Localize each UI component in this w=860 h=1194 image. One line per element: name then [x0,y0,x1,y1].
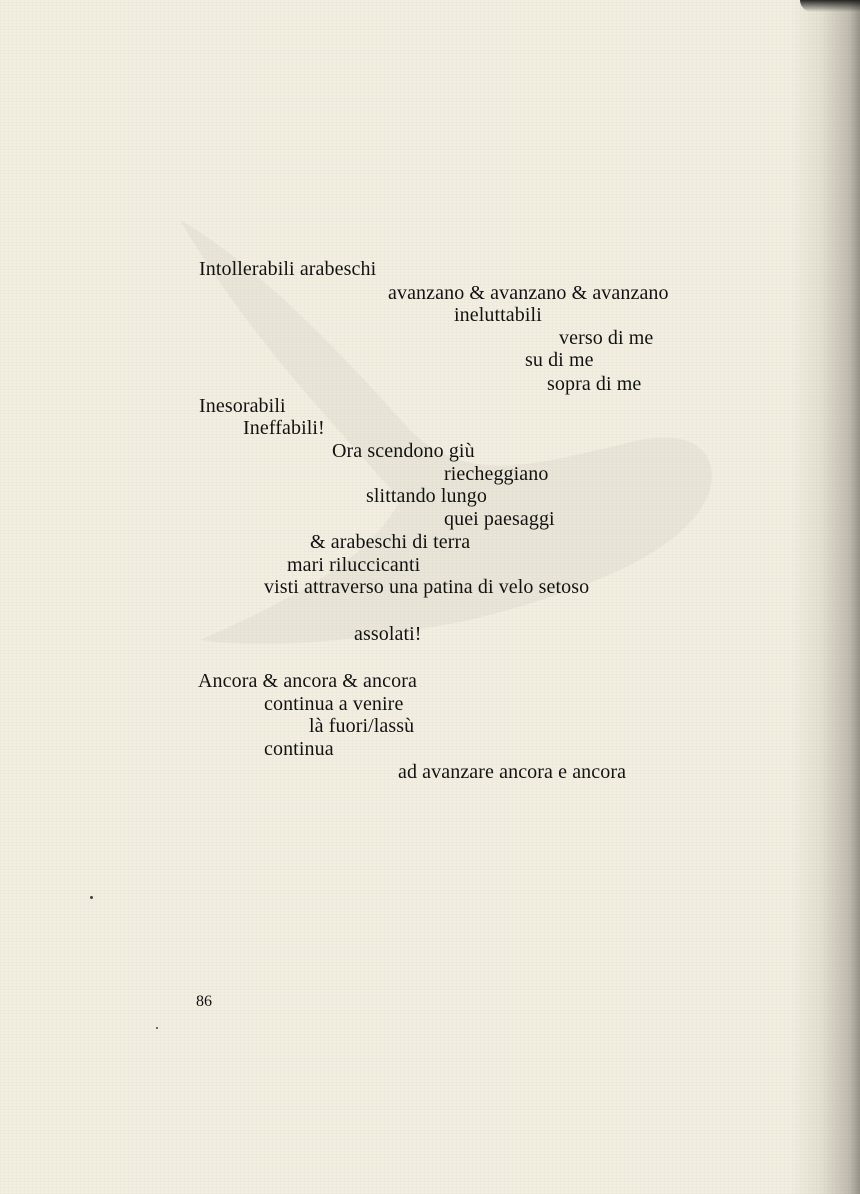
paper-speck [156,1027,158,1029]
poem-line-20: continua [264,738,334,760]
poem-line-19: là fuori/lassù [309,715,415,737]
poem-line-14: mari riluccicanti [287,554,421,576]
poem-line-10: riecheggiano [444,463,549,485]
poem-line-2: avanzano & avanzano & avanzano [388,282,669,304]
poem-line-15: visti attraverso una patina di velo setoso [264,576,590,598]
poem-line-13: & arabeschi di terra [310,531,471,553]
poem-line-17: Ancora & ancora & ancora [198,670,417,692]
poem-line-7: Inesorabili [199,395,286,417]
poem-line-3: ineluttabili [454,304,542,326]
poem-line-11: slittando lungo [366,485,487,507]
poem-line-1: Intollerabili arabeschi [199,258,377,280]
poem-line-5: su di me [525,349,594,371]
page-corner-edge [800,0,860,12]
binding-gutter-shadow [790,0,860,1194]
paper-speck [90,896,93,899]
poem-line-12: quei paesaggi [444,508,555,530]
poem-line-9: Ora scendono giù [332,440,475,462]
poem-line-21: ad avanzare ancora e ancora [398,761,627,783]
page-number: 86 [196,993,212,1010]
poem-line-16: assolati! [354,623,422,645]
poem-line-8: Ineffabili! [243,417,325,439]
poem-line-18: continua a venire [264,693,404,715]
poem-line-4: verso di me [559,327,654,349]
poem-line-6: sopra di me [547,373,642,395]
